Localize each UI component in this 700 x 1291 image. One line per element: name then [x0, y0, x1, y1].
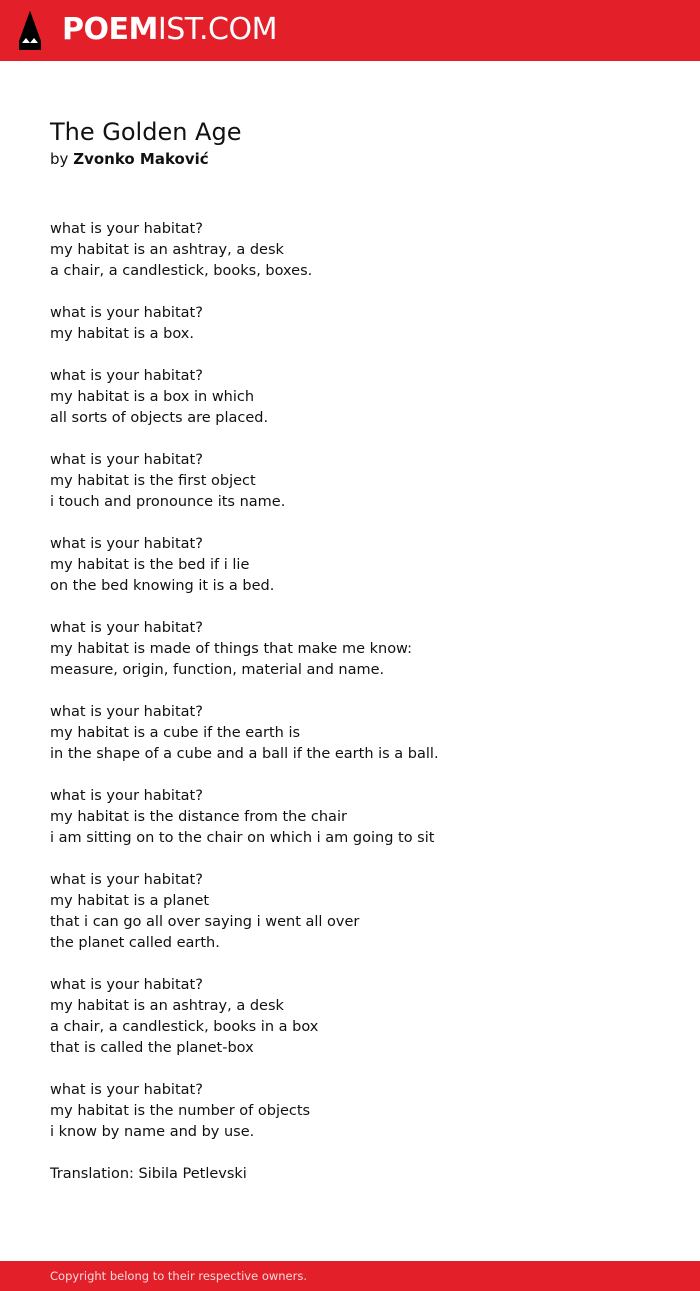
poem-line: what is your habitat? — [50, 620, 203, 636]
poem-line: that i can go all over saying i went all over — [50, 914, 360, 930]
poem-line: my habitat is a cube if the earth is — [50, 725, 301, 741]
author-name[interactable]: Zvonko Maković — [73, 150, 209, 168]
poem-line: i touch and pronounce its name. — [50, 494, 286, 510]
logo-bold-text: POEM — [62, 12, 158, 47]
poem-line: measure, origin, function, material and name. — [50, 662, 385, 678]
poem-line: my habitat is made of things that make me know: — [50, 641, 413, 657]
poem-line: a chair, a candlestick, books, boxes. — [50, 263, 313, 279]
poem-line: all sorts of objects are placed. — [50, 410, 269, 426]
poem-line: the planet called earth. — [50, 935, 220, 951]
poem-line: my habitat is an ashtray, a desk — [50, 998, 284, 1014]
poem-line: my habitat is the bed if i lie — [50, 557, 250, 573]
by-label: by — [50, 150, 69, 168]
poem-line: my habitat is a planet — [50, 893, 210, 909]
footer-copyright: Copyright belong to their respective owners. — [50, 1269, 308, 1283]
poem-line: that is called the planet-box — [50, 1040, 254, 1056]
poem-stanza — [50, 975, 660, 1059]
poem-body — [50, 219, 660, 1185]
poem-line: what is your habitat? — [50, 704, 203, 720]
poem-line: what is your habitat? — [50, 368, 203, 384]
poem-stanza — [50, 366, 660, 429]
poem-line: a chair, a candlestick, books in a box — [50, 1019, 319, 1035]
poem-line: my habitat is an ashtray, a desk — [50, 242, 284, 258]
poem-stanza — [50, 1080, 660, 1143]
poem-line: what is your habitat? — [50, 1082, 203, 1098]
author-line — [50, 148, 209, 170]
translation-credit: Translation: Sibila Petlevski — [50, 1166, 247, 1182]
poem-line: my habitat is a box in which — [50, 389, 255, 405]
pencil-logo-icon — [18, 10, 42, 51]
poem-title: The Golden Age — [50, 118, 242, 146]
poem-stanza — [50, 219, 660, 282]
poem-line: what is your habitat? — [50, 536, 203, 552]
poem-stanza — [50, 303, 660, 345]
poem-line: what is your habitat? — [50, 872, 203, 888]
poem-line: what is your habitat? — [50, 452, 203, 468]
poem-line: what is your habitat? — [50, 305, 203, 321]
poem-line: my habitat is the first object — [50, 473, 256, 489]
poem-line: on the bed knowing it is a bed. — [50, 578, 275, 594]
site-header — [0, 0, 700, 61]
poem-line: i am sitting on to the chair on which i am going to sit — [50, 830, 435, 846]
poem-line: what is your habitat? — [50, 788, 203, 804]
poem-stanza — [50, 450, 660, 513]
poem-line: in the shape of a cube and a ball if the earth is a ball. — [50, 746, 439, 762]
poem-stanza — [50, 618, 660, 681]
poem-stanza — [50, 534, 660, 597]
site-footer — [0, 1261, 700, 1291]
poem-line: what is your habitat? — [50, 221, 203, 237]
poem-line: my habitat is the distance from the chair — [50, 809, 347, 825]
poem-stanza — [50, 702, 660, 765]
poem-stanza — [50, 870, 660, 954]
poem-line: my habitat is the number of objects — [50, 1103, 311, 1119]
poem-line: i know by name and by use. — [50, 1124, 255, 1140]
poem-line: my habitat is a box. — [50, 326, 194, 342]
logo-rest-text: IST.COM — [157, 12, 277, 47]
poem-line: what is your habitat? — [50, 977, 203, 993]
site-logo[interactable] — [62, 12, 277, 48]
poem-stanza — [50, 786, 660, 849]
